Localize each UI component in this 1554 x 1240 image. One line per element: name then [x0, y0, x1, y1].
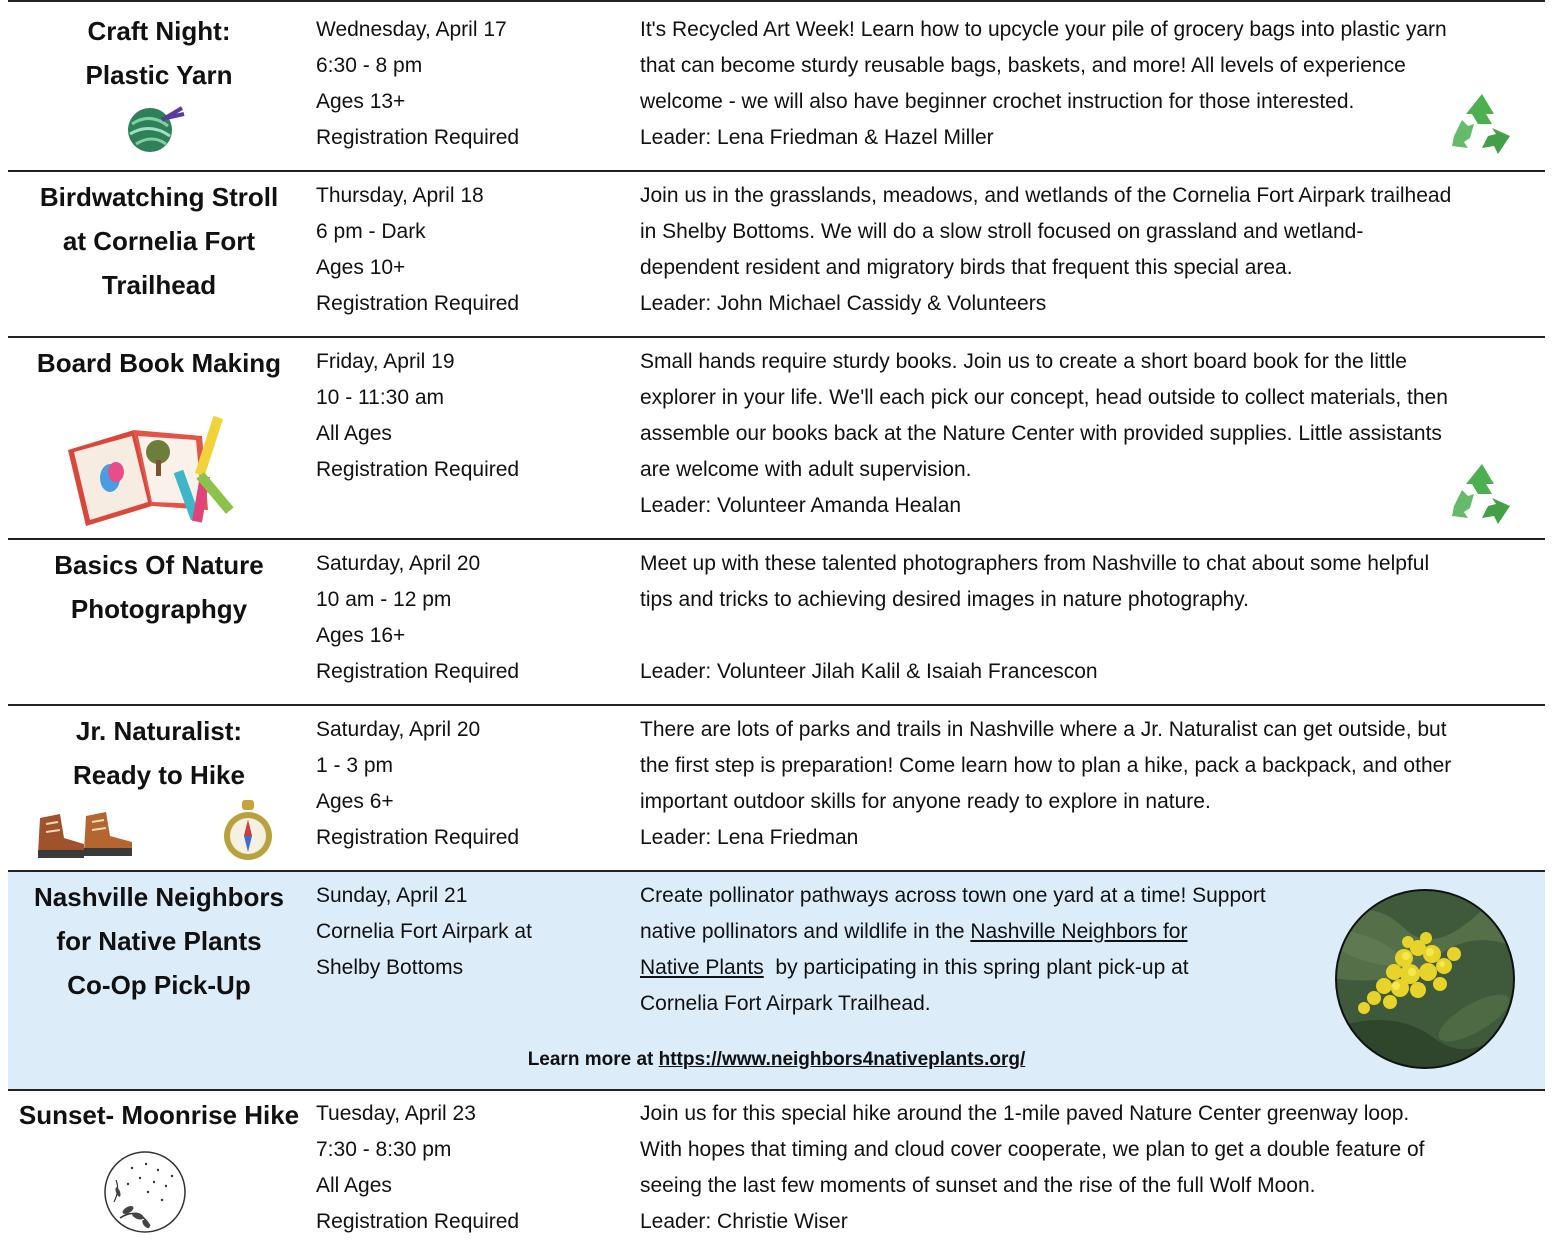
event-title: [8, 341, 310, 385]
desc-line: in Shelby Bottoms. We will do a slow stroll focused on grassland and wetland-: [640, 220, 1364, 243]
title-line: for Native Plants: [56, 926, 262, 956]
goldenrod-flower-photo: [1334, 888, 1516, 1070]
desc-line: tips and tricks to achieving desired images in nature photography.: [640, 588, 1249, 611]
divider: [8, 538, 1545, 540]
desc-line: It's Recycled Art Week! Learn how to upcycle your pile of grocery bags into plastic yarn: [640, 18, 1447, 41]
event-registration: Registration Required: [316, 660, 520, 683]
divider: [8, 1089, 1545, 1091]
divider: [8, 0, 1545, 2]
event-time: 10 am - 12 pm: [316, 588, 452, 611]
event-info: [316, 344, 626, 488]
title-line: Co-Op Pick-Up: [67, 970, 251, 1000]
event-ages: Ages 16+: [316, 624, 406, 647]
title-line: Nashville Neighbors: [34, 882, 284, 912]
event-ages: All Ages: [316, 422, 392, 445]
title-line: Plastic Yarn: [85, 60, 233, 90]
title-line: Ready to Hike: [73, 760, 245, 790]
event-registration: Registration Required: [316, 126, 520, 149]
title-line: Birdwatching Stroll: [39, 182, 279, 212]
event-date: Wednesday, April 17: [316, 18, 507, 41]
desc-line: Meet up with these talented photographers from Nashville to chat about some helpful: [640, 552, 1430, 575]
event-description: [640, 878, 1340, 1022]
title-line: Trailhead: [101, 270, 217, 300]
event-info: [316, 12, 626, 156]
event-ages: Ages 6+: [316, 790, 394, 813]
event-title: [8, 175, 310, 307]
event-description: [640, 712, 1540, 856]
desc-line: [640, 950, 1340, 986]
moon-leaves-icon: [102, 1146, 188, 1238]
event-info: [316, 1096, 626, 1240]
event-date: Saturday, April 20: [316, 552, 481, 575]
desc-line: [640, 618, 1540, 654]
event-title: [8, 709, 310, 797]
desc-line: [640, 914, 1340, 950]
title-line: Board Book Making: [36, 348, 282, 378]
desc-line: Leader: Volunteer Jilah Kalil & Isaiah Francescon: [640, 660, 1098, 683]
desc-line: dependent resident and migratory birds that frequent this special area.: [640, 256, 1293, 279]
event-ages: All Ages: [316, 1174, 392, 1197]
event-description: [640, 1096, 1540, 1240]
desc-line: are welcome with adult supervision.: [640, 458, 972, 481]
recycle-icon: [1448, 460, 1516, 528]
event-ages: Ages 13+: [316, 90, 406, 113]
desc-line: Cornelia Fort Airpark Trailhead.: [640, 992, 931, 1015]
event-registration: Registration Required: [316, 292, 520, 315]
event-registration: Registration Required: [316, 1210, 520, 1233]
title-line: Craft Night:: [87, 16, 231, 46]
desc-line: Leader: Lena Friedman: [640, 826, 859, 849]
title-line: Basics Of Nature: [54, 550, 264, 580]
desc-line: the first step is preparation! Come learn how to plan a hike, pack a backpack, and other: [640, 754, 1452, 777]
event-date: Sunday, April 21: [316, 884, 468, 907]
desc-line: With hopes that timing and cloud cover cooperate, we plan to get a double feature of: [640, 1138, 1425, 1161]
native-plants-link[interactable]: Nashville Neighbors for: [970, 920, 1188, 943]
recycle-icon: [1448, 90, 1516, 158]
yarn-ball-icon: [122, 104, 186, 154]
desc-line: Join us in the grasslands, meadows, and wetlands of the Cornelia Fort Airpark trailhead: [640, 184, 1452, 207]
desc-line: Create pollinator pathways across town one yard at a time! Support: [640, 884, 1266, 907]
desc-line: important outdoor skills for anyone ready to explore in nature.: [640, 790, 1211, 813]
event-title: [8, 1093, 310, 1137]
event-time: 10 - 11:30 am: [316, 386, 445, 409]
desc-line: seeing the last few moments of sunset and the rise of the full Wolf Moon.: [640, 1174, 1316, 1197]
desc-line: Small hands require sturdy books. Join us to create a short board book for the little: [640, 350, 1407, 373]
event-time: 7:30 - 8:30 pm: [316, 1138, 452, 1161]
compass-icon: [222, 798, 274, 862]
desc-line: explorer in your life. We'll each pick our concept, head outside to collect materials, then: [640, 386, 1448, 409]
title-line: Sunset- Moonrise Hike: [18, 1100, 300, 1130]
desc-line: Leader: Lena Friedman & Hazel Miller: [640, 126, 994, 149]
event-info: [316, 178, 626, 322]
divider: [8, 170, 1545, 172]
event-info: [316, 712, 626, 856]
book-crayons-icon: [62, 410, 232, 528]
desc-line: assemble our books back at the Nature Center with provided supplies. Little assistants: [640, 422, 1442, 445]
hiking-boots-icon: [34, 808, 138, 862]
event-title: [8, 875, 310, 1007]
learn-more-line: [8, 1045, 1545, 1075]
learn-more-link[interactable]: https://www.neighbors4nativeplants.org/: [658, 1049, 1026, 1070]
event-info: [316, 878, 626, 986]
event-registration: Registration Required: [316, 458, 520, 481]
event-info: [316, 546, 626, 690]
desc-line: Leader: John Michael Cassidy & Volunteers: [640, 292, 1047, 315]
desc-line: Leader: Volunteer Amanda Healan: [640, 494, 962, 517]
divider: [8, 870, 1545, 872]
event-time: 6 pm - Dark: [316, 220, 426, 243]
event-description: [640, 546, 1540, 690]
event-description: [640, 344, 1540, 524]
event-title: [8, 543, 310, 631]
desc-text: by participating in this spring plant pick-up at: [763, 956, 1189, 979]
event-title: [8, 9, 310, 97]
desc-line: Leader: Christie Wiser: [640, 1210, 848, 1233]
event-date: Tuesday, April 23: [316, 1102, 476, 1125]
event-registration: Registration Required: [316, 826, 520, 849]
event-date: Thursday, April 18: [316, 184, 484, 207]
event-description: [640, 178, 1540, 322]
learn-more-label: Learn more at: [527, 1049, 659, 1070]
title-line: Photographgy: [70, 594, 248, 624]
desc-line: welcome - we will also have beginner crochet instruction for those interested.: [640, 90, 1355, 113]
event-time: 6:30 - 8 pm: [316, 54, 423, 77]
event-location: Shelby Bottoms: [316, 956, 464, 979]
title-line: at Cornelia Fort: [62, 226, 256, 256]
event-ages: Ages 10+: [316, 256, 406, 279]
desc-line: that can become sturdy reusable bags, baskets, and more! All levels of experience: [640, 54, 1406, 77]
desc-line: Join us for this special hike around the 1-mile paved Nature Center greenway loop.: [640, 1102, 1410, 1125]
event-time: 1 - 3 pm: [316, 754, 394, 777]
event-date: Saturday, April 20: [316, 718, 481, 741]
desc-line: There are lots of parks and trails in Nashville where a Jr. Naturalist can get outside, but: [640, 718, 1447, 741]
event-date: Friday, April 19: [316, 350, 455, 373]
divider: [8, 704, 1545, 706]
divider: [8, 336, 1545, 338]
event-description: [640, 12, 1540, 156]
event-location: Cornelia Fort Airpark at: [316, 920, 532, 943]
title-line: Jr. Naturalist:: [75, 716, 243, 746]
native-plants-link[interactable]: Native Plants: [640, 956, 764, 979]
desc-text: native pollinators and wildlife in the: [640, 920, 971, 943]
